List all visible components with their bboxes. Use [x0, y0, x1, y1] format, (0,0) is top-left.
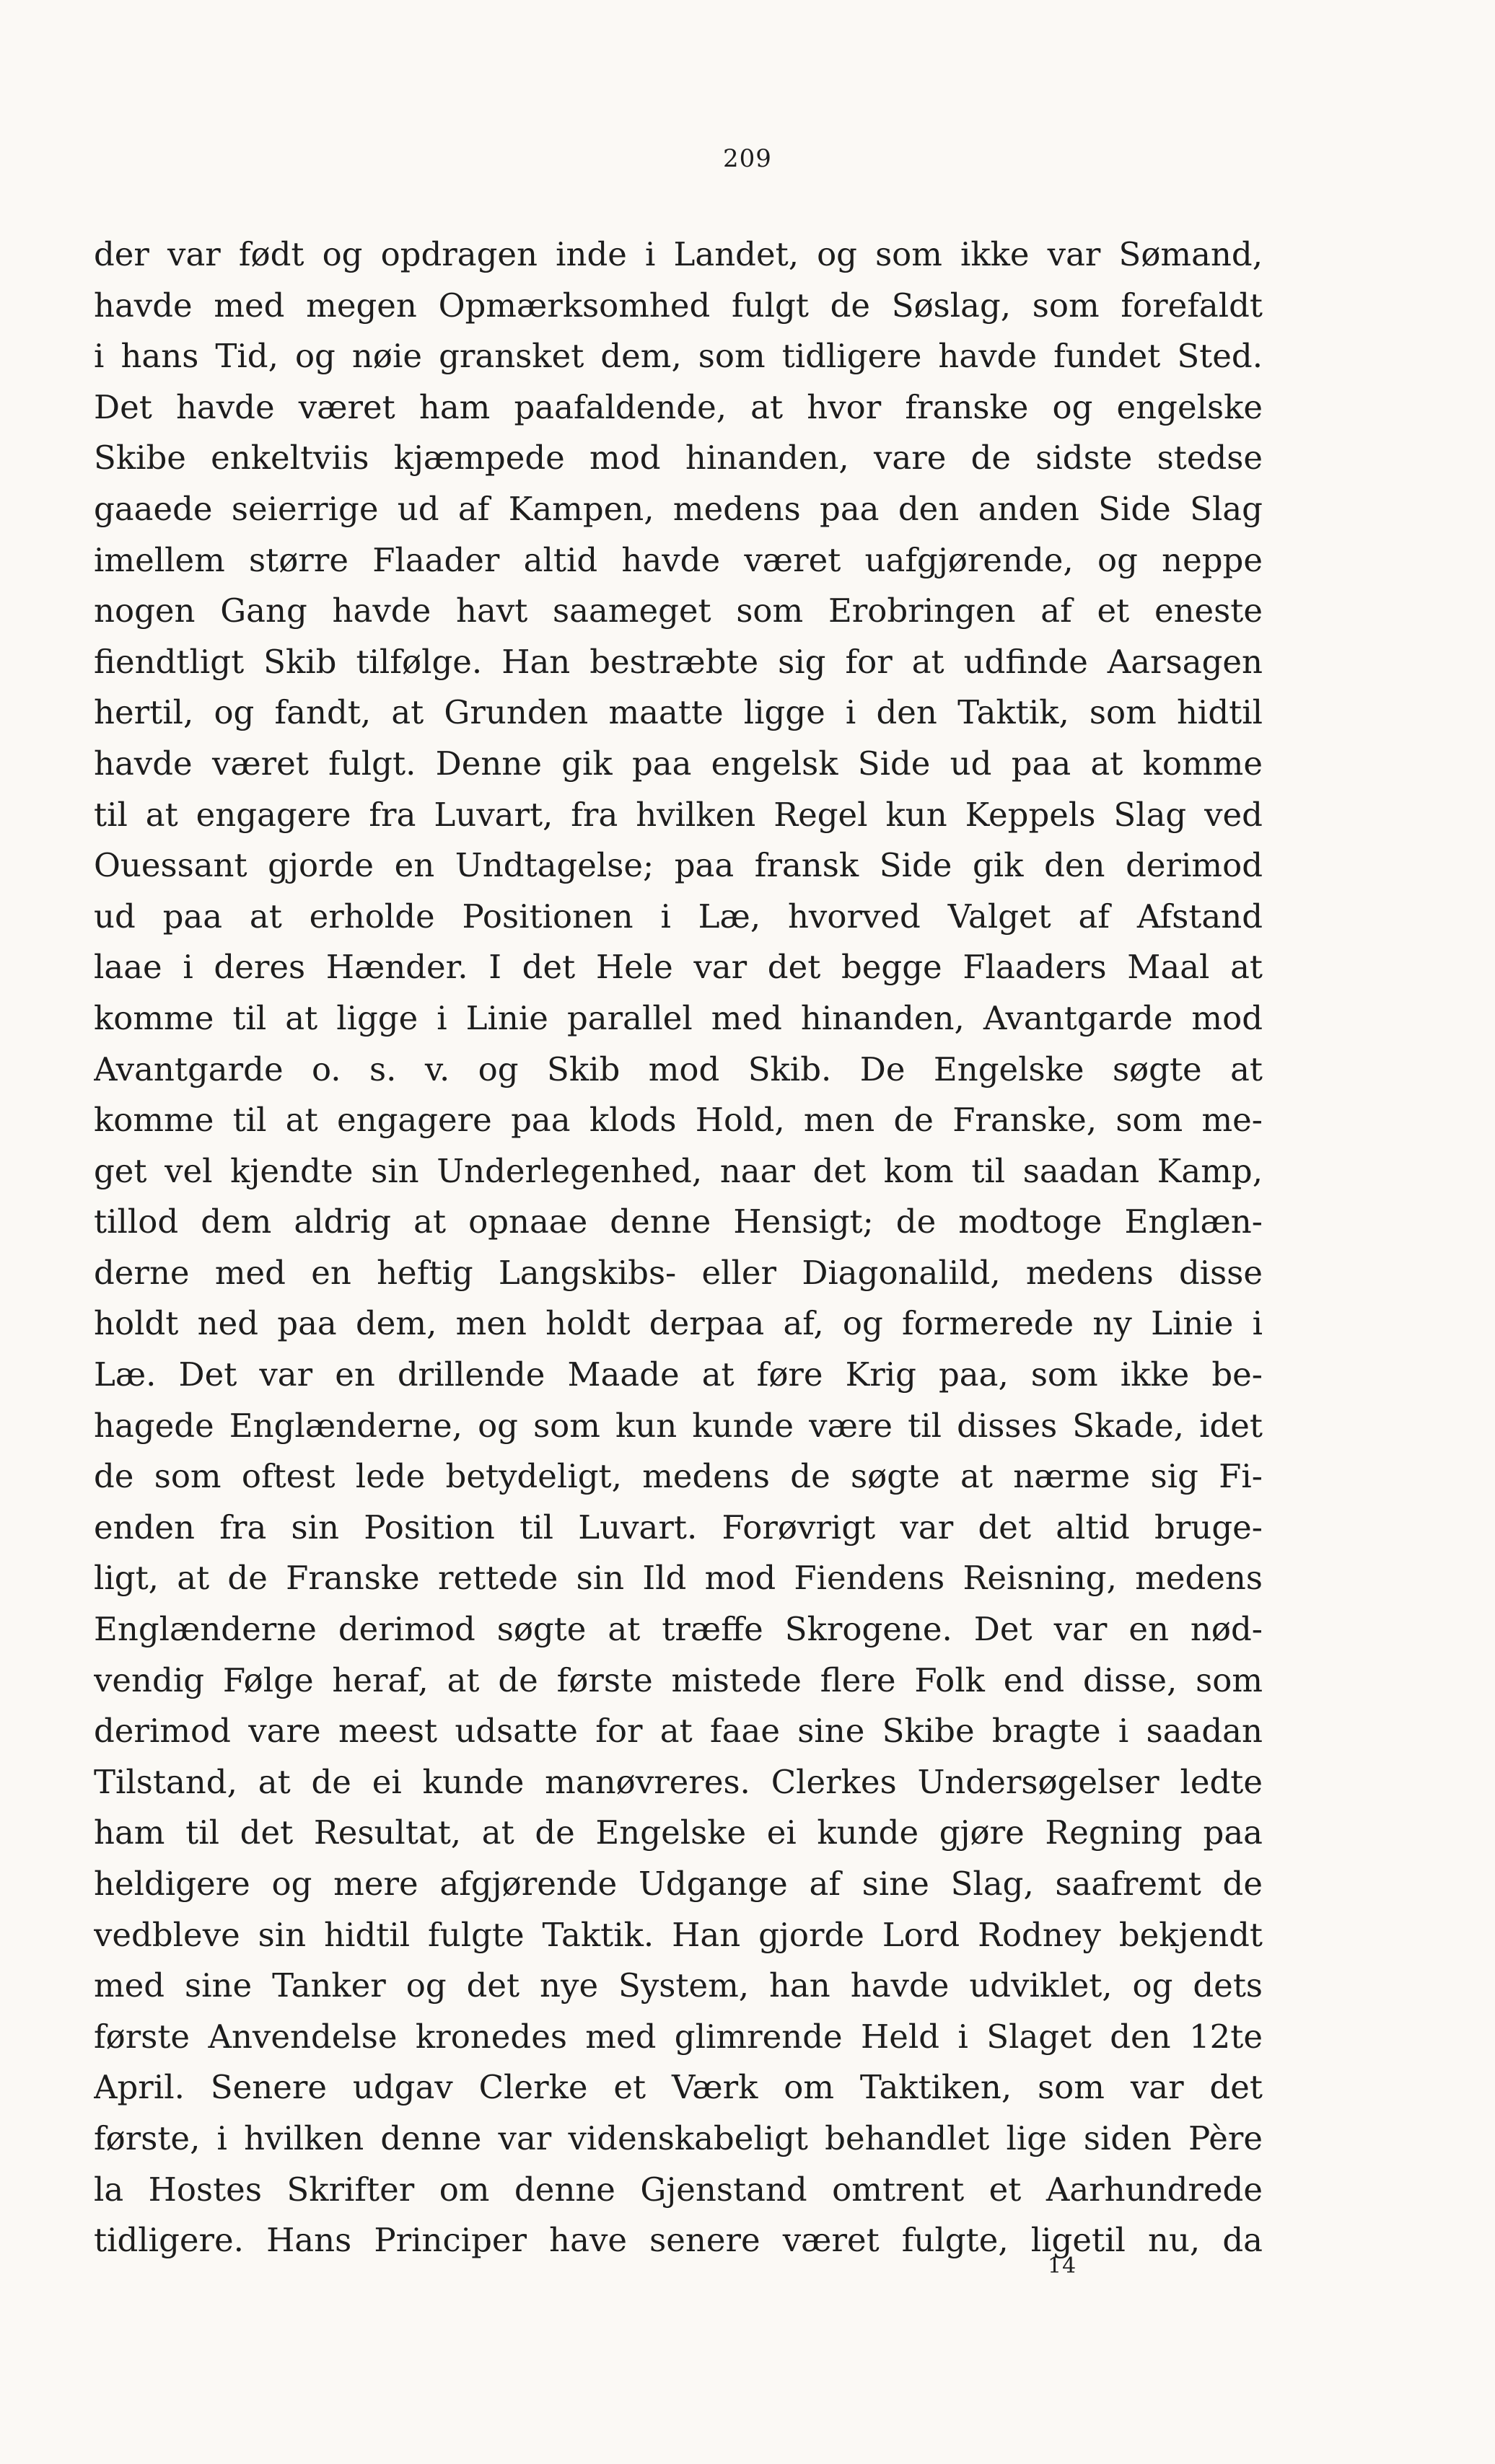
text-line: første Anvendelse kronedes med glimrende Held i Slaget den 12te: [94, 2017, 1263, 2056]
text-line: derimod vare meest udsatte for at faae sine Skibe bragte i saadan: [94, 1712, 1263, 1751]
text-line: derne med en heftig Langskibs- eller Diagonalild, medens disse: [94, 1253, 1263, 1292]
text-line: til at engagere fra Luvart, fra hvilken Regel kun Keppels Slag ved: [94, 795, 1263, 834]
text-line: la Hostes Skrifter om denne Gjenstand omtrent et Aarhundrede: [94, 2170, 1263, 2209]
text-line: havde været fulgt. Denne gik paa engelsk Side ud paa at komme: [94, 744, 1263, 783]
text-line: gaaede seierrige ud af Kampen, medens paa den anden Side Slag: [94, 489, 1263, 528]
text-line: vendig Følge heraf, at de første mistede flere Folk end disse, som: [94, 1660, 1263, 1699]
text-line: havde med megen Opmærksomhed fulgt de Søslag, som forefaldt: [94, 286, 1263, 325]
text-line: Skibe enkeltviis kjæmpede mod hinanden, vare de sidste stedse: [94, 439, 1263, 478]
signature-mark: 14: [1048, 2253, 1077, 2279]
text-line: første, i hvilken denne var videnskabeligt behandlet lige siden Père: [94, 2118, 1263, 2157]
text-line: komme til at ligge i Linie parallel med hinanden, Avantgarde mod: [94, 998, 1263, 1037]
text-line: imellem større Flaader altid havde været uafgjørende, og neppe: [94, 540, 1263, 579]
text-line: enden fra sin Position til Luvart. Forøvrigt var det altid bruge-: [94, 1508, 1263, 1546]
text-line: Tilstand, at de ei kunde manøvreres. Clerkes Undersøgelser ledte: [94, 1762, 1263, 1801]
text-line: med sine Tanker og det nye System, han havde udviklet, og dets: [94, 1966, 1263, 2005]
text-line: Englænderne derimod søgte at træffe Skrogene. Det var en nød-: [94, 1610, 1263, 1649]
text-line: vedbleve sin hidtil fulgte Taktik. Han gjorde Lord Rodney bekjendt: [94, 1915, 1263, 1954]
text-line: de som oftest lede betydeligt, medens de søgte at nærme sig Fi-: [94, 1457, 1263, 1496]
text-line: ud paa at erholde Positionen i Læ, hvorved Valget af Afstand: [94, 897, 1263, 936]
text-line: laae i deres Hænder. I det Hele var det begge Flaaders Maal at: [94, 948, 1263, 987]
body-text: [94, 229, 1263, 2266]
text-line: get vel kjendte sin Underlegenhed, naar det kom til saadan Kamp,: [94, 1151, 1263, 1190]
text-line: ligt, at de Franske rettede sin Ild mod Fiendens Reisning, medens: [94, 1559, 1263, 1598]
text-line: der var født og opdragen inde i Landet, og som ikke var Sømand,: [94, 235, 1263, 273]
text-line: Læ. Det var en drillende Maade at føre Krig paa, som ikke be-: [94, 1355, 1263, 1394]
text-line: fiendtligt Skib tilfølge. Han bestræbte sig for at udfinde Aarsagen: [94, 642, 1263, 681]
page-number: 209: [723, 144, 772, 173]
text-line: tidligere. Hans Principer have senere været fulgte, ligetil nu, da: [94, 2221, 1263, 2260]
text-line: i hans Tid, og nøie gransket dem, som tidligere havde fundet Sted.: [94, 337, 1263, 376]
text-line: ham til det Resultat, at de Engelske ei kunde gjøre Regning paa: [94, 1813, 1263, 1852]
text-line: hagede Englænderne, og som kun kunde være til disses Skade, idet: [94, 1406, 1263, 1445]
text-line: Det havde været ham paafaldende, at hvor franske og engelske: [94, 387, 1263, 426]
text-line: hertil, og fandt, at Grunden maatte ligge i den Taktik, som hidtil: [94, 693, 1263, 732]
text-line: Avantgarde o. s. v. og Skib mod Skib. De Engelske søgte at: [94, 1050, 1263, 1088]
text-line: tillod dem aldrig at opnaae denne Hensigt; de modtoge Englæn-: [94, 1202, 1263, 1241]
text-line: holdt ned paa dem, men holdt derpaa af, og formerede ny Linie i: [94, 1304, 1263, 1343]
text-line: heldigere og mere afgjørende Udgange af sine Slag, saafremt de: [94, 1865, 1263, 1903]
text-line: Ouessant gjorde en Undtagelse; paa fransk Side gik den derimod: [94, 846, 1263, 885]
text-line: nogen Gang havde havt saameget som Erobringen af et eneste: [94, 591, 1263, 630]
text-line: komme til at engagere paa klods Hold, men de Franske, som me-: [94, 1101, 1263, 1140]
text-line: April. Senere udgav Clerke et Værk om Taktiken, som var det: [94, 2068, 1263, 2107]
